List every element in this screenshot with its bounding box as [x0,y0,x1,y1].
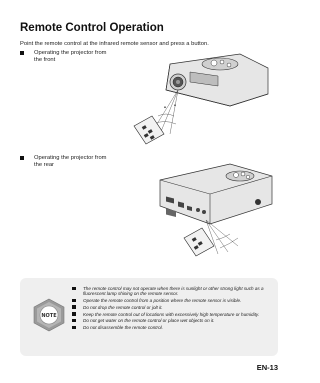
projector-body [160,164,272,224]
bullet-square-icon [20,156,24,160]
bullet-front-line2: the front [34,57,56,63]
note-text: Do not disassemble the remote control. [83,325,163,331]
note-list [72,286,272,332]
bullet-rear-line2: the rear [34,162,54,168]
projector-body [166,54,268,106]
page-title: Remote Control Operation [20,22,164,34]
note-text: Do not drop the remote control or jolt it. [83,304,163,310]
remote-control-illustration [184,228,214,256]
projector-rear-illustration [140,150,280,260]
note-text: Operate the remote control from a position where the remote sensor is visible. [83,298,242,303]
note-text: Do not get water on the remote control or place wet objects on it. [83,318,215,324]
note-text: Keep the remote control out of locations with excessively high temperature or humidity. [83,311,260,317]
note-box [20,278,278,356]
bullet-square-icon [20,51,24,55]
note-item [72,312,272,317]
bullet-rear [20,155,140,175]
svg-text:°: ° [164,106,166,111]
note-item [72,318,272,323]
note-item [72,298,272,303]
bullet-square-icon [72,299,76,303]
ir-range-lines [206,220,238,254]
bullet-square-icon [72,319,76,323]
projector-front-illustration [130,46,270,146]
note-item [72,325,272,330]
note-text: The remote control may not operate when there is sunlight or other strong light such as a fluorescent lamp shining on the remote sensor. [83,286,264,297]
bullet-square-icon [72,312,76,316]
page-number: EN-13 [256,363,278,372]
bullet-square-icon [72,287,76,291]
bullet-front [20,50,140,70]
bullet-rear-line1: Operating the projector from [34,155,107,161]
note-item [72,286,272,296]
intro-text: Point the remote control at the infrared remote sensor and press a button. [20,41,209,47]
note-label: NOTE [41,313,57,319]
bullet-square-icon [72,305,76,309]
bullet-square-icon [72,326,76,330]
bullet-front-line1: Operating the projector from [34,50,107,56]
note-icon [32,298,66,332]
note-item [72,305,272,310]
svg-text:°: ° [174,104,176,109]
